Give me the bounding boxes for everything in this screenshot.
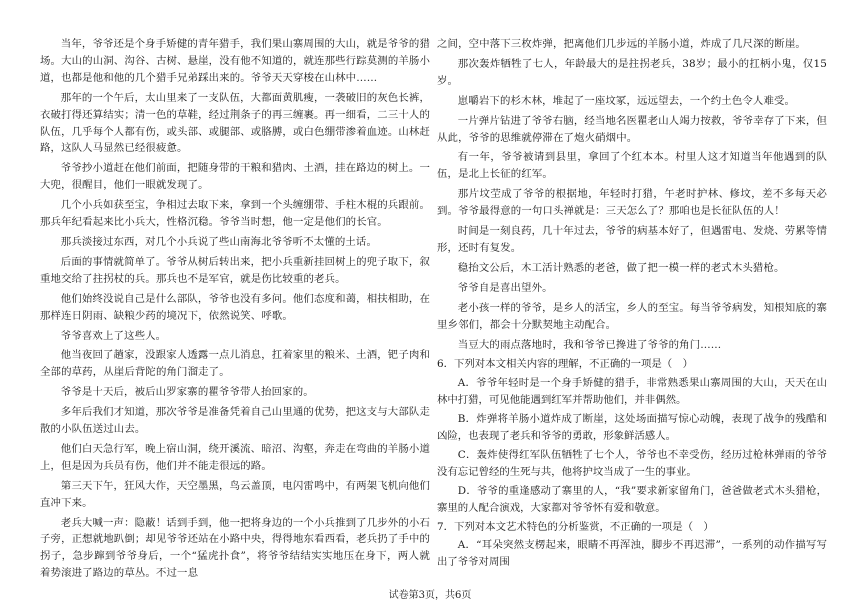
paragraph: 爷爷喜欢上了这些人。 <box>60 329 167 342</box>
question-7-stem: 7．下列对本文艺术特色的分析鉴赏，不正确的一项是（ ） <box>437 520 714 533</box>
paragraph: 爷爷抄小道赶在他们前面，把随身带的干粮和猎肉、土酒，挂在路边的树上。一大兜，很醒目，他们一眼就发现了。 <box>40 162 430 192</box>
paragraph: 稳抬文公后，木工活计熟悉的老爸，做了把一模一样的老式木头猎枪。 <box>457 261 785 274</box>
paragraph: 之间，空中落下三枚炸弹，把离他们几步远的羊肠小道，炸成了几尺深的断崖。 <box>437 38 806 50</box>
question-6-option-c: C．轰炸使得红军队伍牺牲了七个人，爷爷也不幸受伤，经历过枪林弹雨的爷爷没有忘记曾经的生死与共，他将护坟当成了一生的事业。 <box>437 448 827 478</box>
question-6-stem: 6．下列对本文相关内容的理解，不正确的一项是（ ） <box>437 358 693 371</box>
paragraph: 那片坟茔成了爷爷的根据地，年轻时打猎，午老时护林、修坟，差不多每天必到。爷爷最得意的一句口头禅就是：三天怎么了？那咱也是长征队伍的人！ <box>437 188 827 218</box>
left-column <box>40 36 430 585</box>
paragraph: 那兵淡接过东西，对几个小兵说了些山南海北爷爷听不太懂的土话。 <box>60 235 378 248</box>
question-7-option-a: A．“耳朵突然支楞起来，眼睛不再浑浊，脚步不再迟滞”，一系列的动作描写写出了爷爷对周围 <box>437 539 827 569</box>
paragraph: 有一年，爷爷被请到县里，拿回了个红本本。村里人这才知道当年他遇到的队伍，是北上长征的红军。 <box>437 151 827 181</box>
paragraph: 一片弹片钻进了爷爷右脑，经当地名医瞿老山人竭力按救，爷爷幸存了下来，但从此，爷爷的思维就停滞在了炮火硝烟中。 <box>437 114 827 144</box>
paragraph: 他当夜回了趟家，没跟家人透露一点儿消息，扛着家里的粮米、土酒，钯子肉和全部的草药，从崖后背陀的角门溜走了。 <box>40 349 430 379</box>
paragraph: 那次轰炸牺牲了七人，年龄最大的是拄拐老兵，38岁；最小的扛柄小鬼，仅15岁。 <box>437 57 827 87</box>
paragraph: 爷爷是十天后，被后山罗家寨的瞿爷爷带人抬回家的。 <box>60 386 314 399</box>
paragraph: 老小孩一样的爷爷，是乡人的活宝，乡人的至宝。每当爷爷病发，知根知底的寨里乡邻们，都会十分默契地主动配合。 <box>437 301 827 331</box>
paragraph: 后面的事情就简单了。爷爷从树后转出来，把小兵重新挂回树上的兜子取下，叙重地交给了拄拐杖的兵。那兵也不是军官，就是伤比较重的老兵。 <box>40 255 430 285</box>
page-footer: 试卷第3页，共6页 <box>388 590 472 601</box>
paragraph: 老兵大喊一声：隐蔽！话到手到，他一把将身边的一个小兵推到了几步外的小石子旁，正想就地趴倒；却见爷爷还站在小路中央，得得地东看西看，老兵扔了手中的拐子，急步蹿到爷爷身后，一个“猛虎扑食”，将爷爷结结实实地压在身下，两人就着势滚进了路边的草丛。不过一息 <box>40 516 430 580</box>
paragraph: 时间是一刻良药，几十年过去，爷爷的病基本好了，但遇雷电、发烧、劳累等情形，还时有复发。 <box>437 225 827 254</box>
paragraph: 他们白天急行军，晚上宿山洞，绕开溪流、暗沼、沟壑，奔走在弯曲的羊肠小道上，但是因为兵员有伤，他们并不能走很远的路。 <box>40 442 430 472</box>
paragraph: 当豆大的雨点落地时，我和爷爷已搀进了爷爷的角门…… <box>457 338 722 351</box>
question-6-option-b: B．炸弹将羊肠小道炸成了断崖，这处场面描写惊心动魄，表现了战争的残酷和凶险，也表现了老兵和爷爷的勇敢，形象鲜活感人。 <box>437 413 827 443</box>
paragraph: 崽嚼岩下的杉木林，堆起了一座坟冢，远远望去，一个约土色令人难受。 <box>457 94 796 107</box>
paragraph: 第三天下午，狂风大作，天空墨黑，鸟云盖顶，电闪雷鸣中，有两架飞机向他们直冲下来。 <box>40 479 430 509</box>
paragraph: 多年后我们才知道，那次爷爷是准备凭着自己山里通的优势，把这支与大部队走散的小队伍送过山去。 <box>40 406 430 436</box>
paragraph: 他们始终没说自己是什么部队，爷爷也没有多问。他们态度和蔼，相扶相助，在那样连日阴雨、缺粮少药的境况下，依然说笑、呼歌。 <box>40 292 430 322</box>
paragraph: 爷爷自是喜出望外。 <box>457 281 553 294</box>
paragraph: 几个小兵如获至宝，争相过去取下来，拿到一个头缠绷带、手柱木棍的兵跟前。那兵年纪看起来比小兵大，性格沉稳。爷爷当时想，他一定是他们的长官。 <box>40 199 430 229</box>
paragraph: 那年的一个午后，太山里来了一支队伍，大都面黄肌瘦，一袭破旧的灰色长裤，衣破打得还算结实；清一色的草鞋，经过荆条子的再三缠裹。再一细看，二三十人的队伍，几乎每个人都有伤，或头部、或腿部、或胳膊，或白色绷带渗着血迹。山林赶路，这队人马显然已经很疲惫。 <box>40 91 430 155</box>
right-column <box>437 36 827 573</box>
paragraph: 当年，爷爷还是个身手矫健的青年猎手，我们果山寨周围的大山，就是爷爷的猎场。大山的山洞、沟谷、古树、悬崖，没有他不知道的，就连那些行踪莫测的羊肠小道，也都是他和他的几个猎手兄弟踩出来的。爷爷天天穿梭在山林中…… <box>40 38 430 84</box>
question-6-option-a: A．爷爷年轻时是一个身手矫健的猎手，非常熟悉果山寨周围的大山，天天在山林中打猎，可见他能遇到红军并帮助他们，并非偶然。 <box>437 377 827 407</box>
question-6-option-d: D．爷爷的重逢感动了寨里的人，“我”要求新家留角门，爸爸做老式木头猎枪，寨里的人配合演戏，大家都对爷爷怀有爱和敬意。 <box>437 484 827 514</box>
